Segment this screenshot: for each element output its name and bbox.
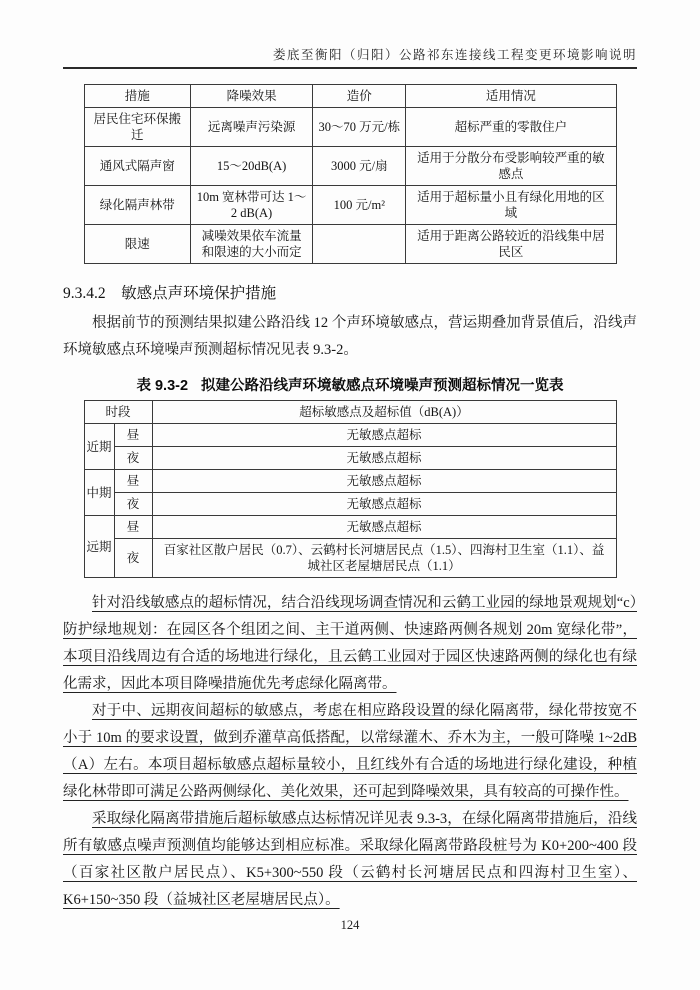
table-row [84, 424, 616, 447]
cell-cost [313, 225, 406, 264]
col-header-measure: 措施 [84, 85, 190, 108]
cell-time-night: 夜 [114, 447, 152, 470]
noise-exceed-table [84, 400, 617, 578]
cell-time-day: 昼 [114, 516, 152, 539]
table-row [84, 147, 616, 186]
cell-time-night: 夜 [114, 539, 152, 578]
cell-effect: 远离噪声污染源 [190, 108, 312, 147]
col-header-cost: 造价 [313, 85, 406, 108]
cell-applicability: 适用于距离公路较近的沿线集中居民区 [406, 225, 616, 264]
cell-exceed-value: 无敏感点超标 [152, 493, 616, 516]
table-row [84, 539, 616, 578]
document-header-title: 娄底至衡阳（归阳）公路祁东连接线工程变更环境影响说明 [63, 45, 637, 69]
cell-measure: 居民住宅环保搬迁 [84, 108, 190, 147]
cell-exceed-value: 无敏感点超标 [152, 516, 616, 539]
cell-period-near: 近期 [84, 424, 114, 470]
cell-cost: 3000 元/扇 [313, 147, 406, 186]
table-row [84, 493, 616, 516]
table-header-row [84, 85, 616, 108]
table-number-label: 表 9.3-2 [136, 378, 189, 394]
paragraph-greenbelt-design: 对于中、远期夜间超标的敏感点，考虑在相应路段设置的绿化隔离带，绿化带按宽不小于 10m 的要求设置，做到乔灌草高低搭配，以常绿灌木、乔木为主，一般可降噪 1~2dB（A）左右。本项目超标敏感点超标量较小，且红线外有合适的场地进行绿化建设，种植绿化林带即可满足公路两侧绿化、美化效果，还可起到降噪效果，具有较高的可操作性。 [63, 703, 637, 800]
table-title-text: 拟建公路沿线声环境敏感点环境噪声预测超标情况一览表 [201, 378, 564, 394]
noise-measures-table [84, 84, 617, 264]
cell-exceed-value: 无敏感点超标 [152, 447, 616, 470]
paragraph-greenbelt-plan: 针对沿线敏感点的超标情况，结合沿线现场调查情况和云鹤工业园的绿地景观规划“c）防护绿地规划：在园区各个组团之间、主干道两侧、快速路两侧各规划 20m 宽绿化带”，本项目沿线周边有合适的场地进行绿化，且云鹤工业园对于园区快速路两侧的绿化也有绿化需求，因此本项目降噪措施优先考虑绿化隔离带。 [63, 595, 637, 692]
cell-cost: 30～70 万元/栋 [313, 108, 406, 147]
cell-exceed-value: 无敏感点超标 [152, 424, 616, 447]
cell-period-mid: 中期 [84, 470, 114, 516]
cell-measure: 通风式隔声窗 [84, 147, 190, 186]
cell-applicability: 适用于分散分布受影响较严重的敏感点 [406, 147, 616, 186]
col-header-applicability: 适用情况 [406, 85, 616, 108]
cell-effect: 减噪效果依车流量和限速的大小而定 [190, 225, 312, 264]
col-header-exceed-value: 超标敏感点及超标值（dB(A)） [152, 401, 616, 424]
table-row [84, 108, 616, 147]
page-number: 124 [340, 918, 360, 932]
table-row [84, 186, 616, 225]
table-row [84, 447, 616, 470]
cell-measure: 绿化隔声林带 [84, 186, 190, 225]
col-header-effect: 降噪效果 [190, 85, 312, 108]
cell-measure: 限速 [84, 225, 190, 264]
cell-cost: 100 元/m² [313, 186, 406, 225]
cell-time-day: 昼 [114, 470, 152, 493]
intro-paragraph: 根据前节的预测结果拟建公路沿线 12 个声环境敏感点，营运期叠加背景值后，沿线声环境敏感点环境噪声预测超标情况见表 9.3-2。 [63, 315, 637, 358]
col-header-period: 时段 [84, 401, 152, 424]
table-row [84, 225, 616, 264]
paragraph-greenbelt-result: 采取绿化隔离带措施后超标敏感点达标情况详见表 9.3-3，在绿化隔离带措施后，沿线所有敏感点噪声预测值均能够达到相应标准。采取绿化隔离带路段桩号为 K0+200~400 段（百家社区散户居民点）、K5+300~550 段（云鹤村长河塘居民点和四海村卫生室）、K6+150~350 段（益城社区老屋塘居民点）。 [63, 811, 637, 908]
table-row [84, 516, 616, 539]
cell-time-day: 昼 [114, 424, 152, 447]
cell-effect: 10m 宽林带可达 1～2 dB(A) [190, 186, 312, 225]
cell-effect: 15～20dB(A) [190, 147, 312, 186]
cell-applicability: 超标严重的零散住户 [406, 108, 616, 147]
cell-exceed-value: 无敏感点超标 [152, 470, 616, 493]
table-header-row [84, 401, 616, 424]
table-row [84, 470, 616, 493]
cell-time-night: 夜 [114, 493, 152, 516]
cell-period-far: 远期 [84, 516, 114, 578]
section-heading: 9.3.4.2 敏感点声环境保护措施 [63, 285, 277, 302]
cell-exceed-value: 百家社区散户居民（0.7）、云鹤村长河塘居民点（1.5）、四海村卫生室（1.1）、益城社区老屋塘居民点（1.1） [152, 539, 616, 578]
cell-applicability: 适用于超标量小且有绿化用地的区域 [406, 186, 616, 225]
exceed-table-title [63, 374, 637, 395]
